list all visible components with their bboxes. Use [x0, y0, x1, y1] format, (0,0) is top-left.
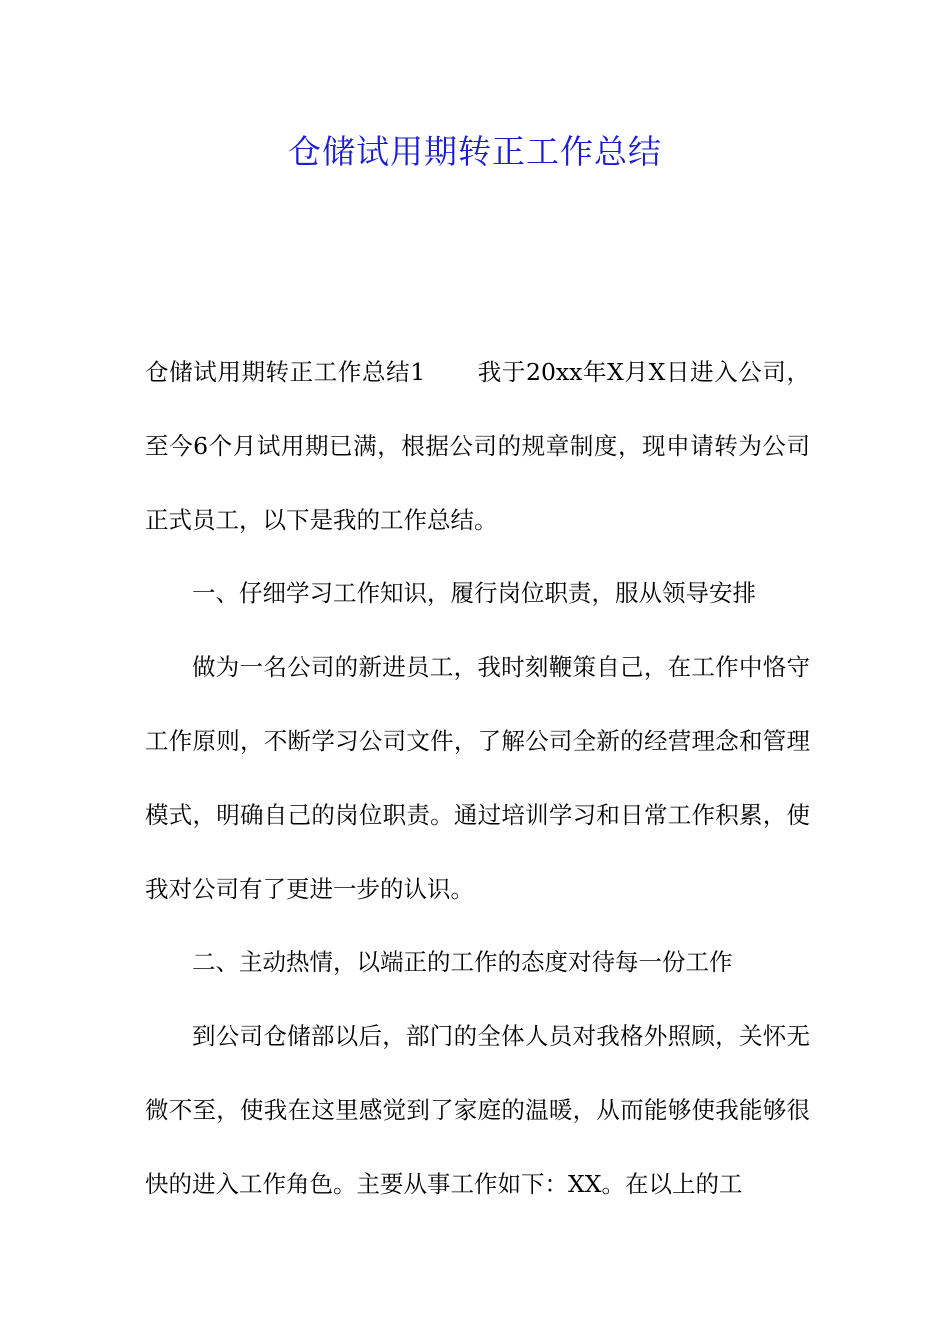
document-body	[145, 336, 810, 1222]
document-title: 仓储试用期转正工作总结	[288, 132, 662, 171]
section2-paragraph: 到公司仓储部以后，部门的全体人员对我格外照顾，关怀无微不至，使我在这里感觉到了家庭的温暖，从而能够使我能够很快的进入工作角色。主要从事工作如下：XX。在以上的工	[145, 1022, 810, 1198]
intro-text: 我于20xx年X月X日进入公司，至今6个月试用期已满，根据公司的规章制度，现申请转为公司正式员工，以下是我的工作总结。	[145, 358, 811, 534]
section1-paragraph: 做为一名公司的新进员工，我时刻鞭策自己，在工作中恪守工作原则，不断学习公司文件，了解公司全新的经营理念和管理模式，明确自己的岗位职责。通过培训学习和日常工作积累，使我对公司有了更进一步的认识。	[145, 653, 810, 903]
section1-heading: 一、仔细学习工作知识，履行岗位职责，服从领导安排	[192, 579, 756, 608]
intro-paragraph	[145, 336, 810, 557]
section2-heading: 二、主动热情，以端正的工作的态度对待每一份工作	[192, 948, 733, 977]
intro-heading: 仓储试用期转正工作总结1	[145, 358, 426, 386]
